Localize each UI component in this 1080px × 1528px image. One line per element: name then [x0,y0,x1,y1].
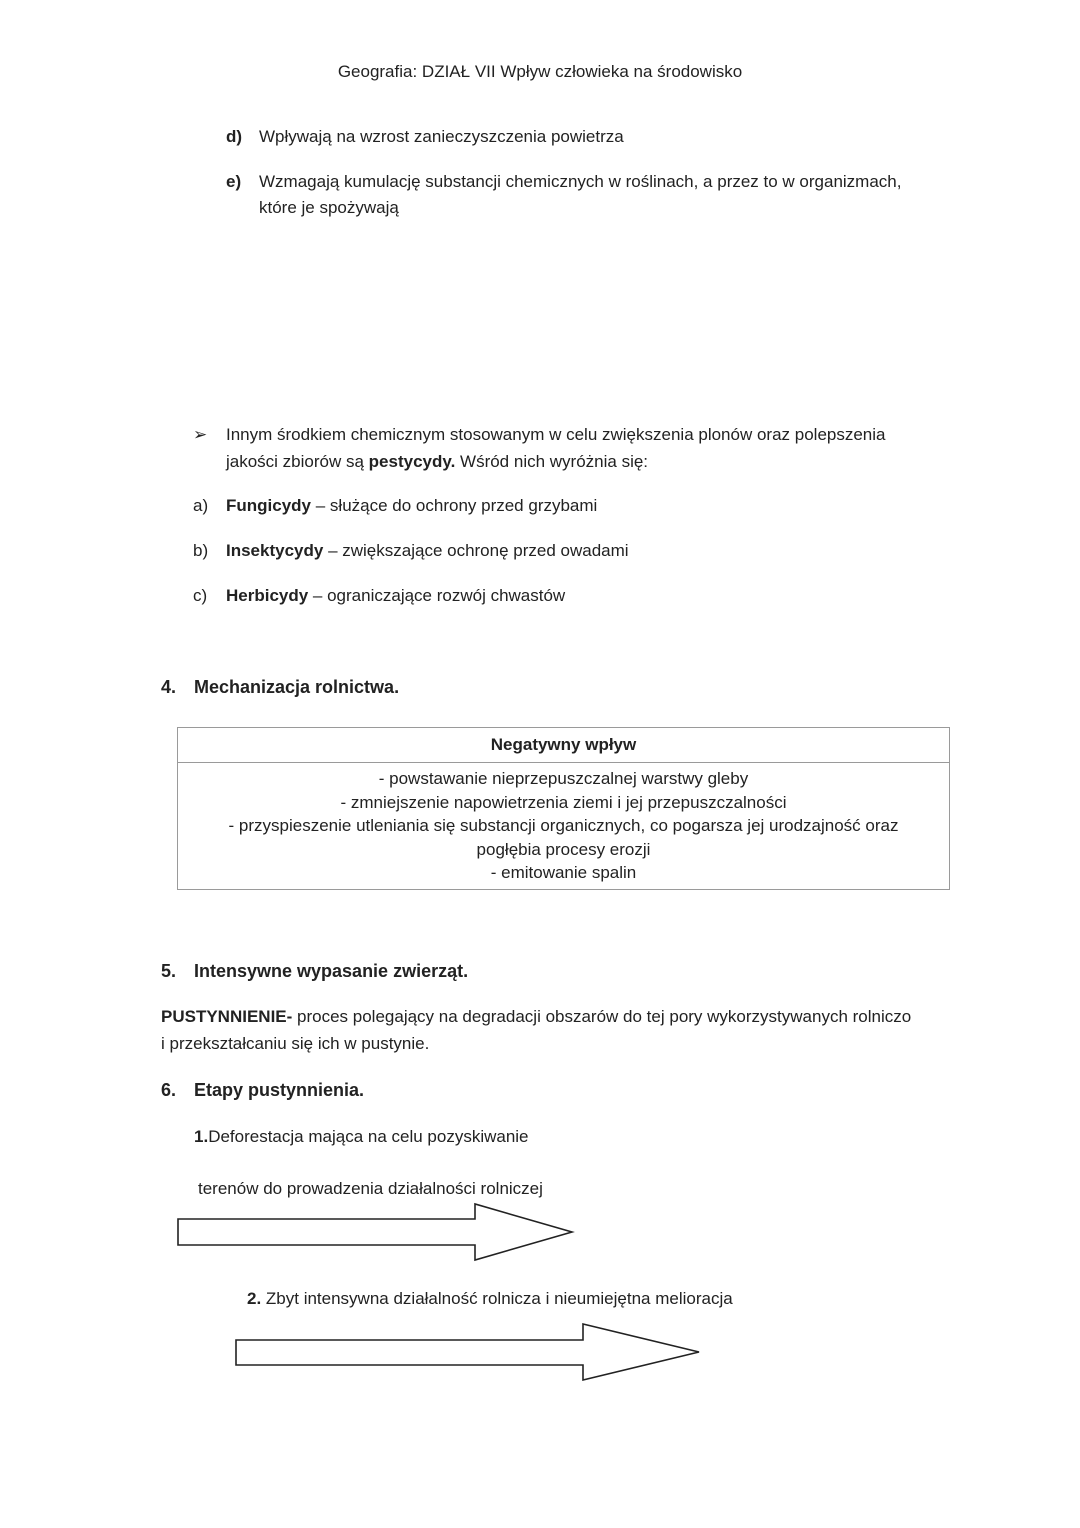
table-header: Negatywny wpływ [178,728,949,763]
step1-line1 [194,1124,529,1150]
step2-line [247,1286,733,1312]
table-line: pogłębia procesy erozji [476,839,651,859]
definition-term: PUSTYNNIENIE- [161,1007,293,1026]
list-item-desc: – ograniczające rozwój chwastów [308,586,566,605]
list-marker: c) [193,586,208,605]
step-number: 1. [194,1127,209,1146]
list-marker: a) [193,496,209,515]
table-line: - przyspieszenie utleniania się substancji organicznych, co pogarsza jej urodzajność oraz [228,816,899,836]
page-header: Geografia: DZIAŁ VII Wpływ człowieka na środowisko [337,62,743,81]
list-item-desc: – służące do ochrony przed grzybami [311,496,598,515]
step-text: Deforestacja mająca na celu pozyskiwanie [208,1127,529,1146]
table-line: - zmniejszenie napowietrzenia ziemi i jej przepuszczalności [340,792,787,812]
list-item-d [226,124,242,150]
list-item [226,583,565,609]
list-marker: b) [193,541,209,560]
list-marker: e) [226,172,242,191]
list-item-text: Wzmagają kumulację substancji chemicznych w roślinach, a przez to w organizmach, [259,172,902,191]
section-title: Etapy pustynnienia. [194,1080,365,1100]
section-number: 5. [161,961,177,981]
impact-table [177,727,950,890]
list-item-e [226,169,241,195]
definition-line2: i przekształcaniu się ich w pustynie. [161,1034,430,1053]
list-item-text: Wpływają na wzrost zanieczyszczenia powietrza [259,127,624,146]
pesticides-line2 [226,449,648,475]
section-title: Intensywne wypasanie zwierząt. [194,961,469,981]
step1-line2: terenów do prowadzenia działalności rolniczej [198,1179,543,1198]
definition-text: proces polegający na degradacji obszarów do tej pory wykorzystywanych rolniczo [292,1007,912,1026]
table-line: - emitowanie spalin [490,863,637,883]
list-item-desc: – zwiększające ochronę przed owadami [323,541,629,560]
step-number: 2. [247,1289,262,1308]
list-item-term: Herbicydy [226,586,309,605]
step-text: Zbyt intensywna działalność rolnicza i nieumiejętna melioracja [261,1289,733,1308]
table-body [178,763,949,885]
list-marker: d) [226,127,243,146]
list-item [226,493,597,519]
list-item-text: które je spożywają [259,198,399,217]
section-title: Mechanizacja rolnictwa. [194,677,400,697]
list-item-term: Insektycydy [226,541,324,560]
pesticides-term: pestycydy. [368,452,456,471]
arrow-bullet-icon: ➢ [193,425,208,444]
definition-line1 [161,1004,911,1030]
arrow-right-icon [176,1203,576,1261]
pesticides-line2-suffix: Wśród nich wyróżnia się: [455,452,649,471]
section-number: 6. [161,1080,177,1100]
arrow-right-icon [234,1323,704,1383]
table-line: - powstawanie nieprzepuszczalnej warstwy gleby [378,769,749,788]
list-item-term: Fungicydy [226,496,312,515]
list-item [226,538,629,564]
pesticides-line1: Innym środkiem chemicznym stosowanym w celu zwiększenia plonów oraz polepszenia [226,425,886,444]
pesticides-line2-prefix: jakości zbiorów są [226,452,369,471]
section-number: 4. [161,677,177,697]
